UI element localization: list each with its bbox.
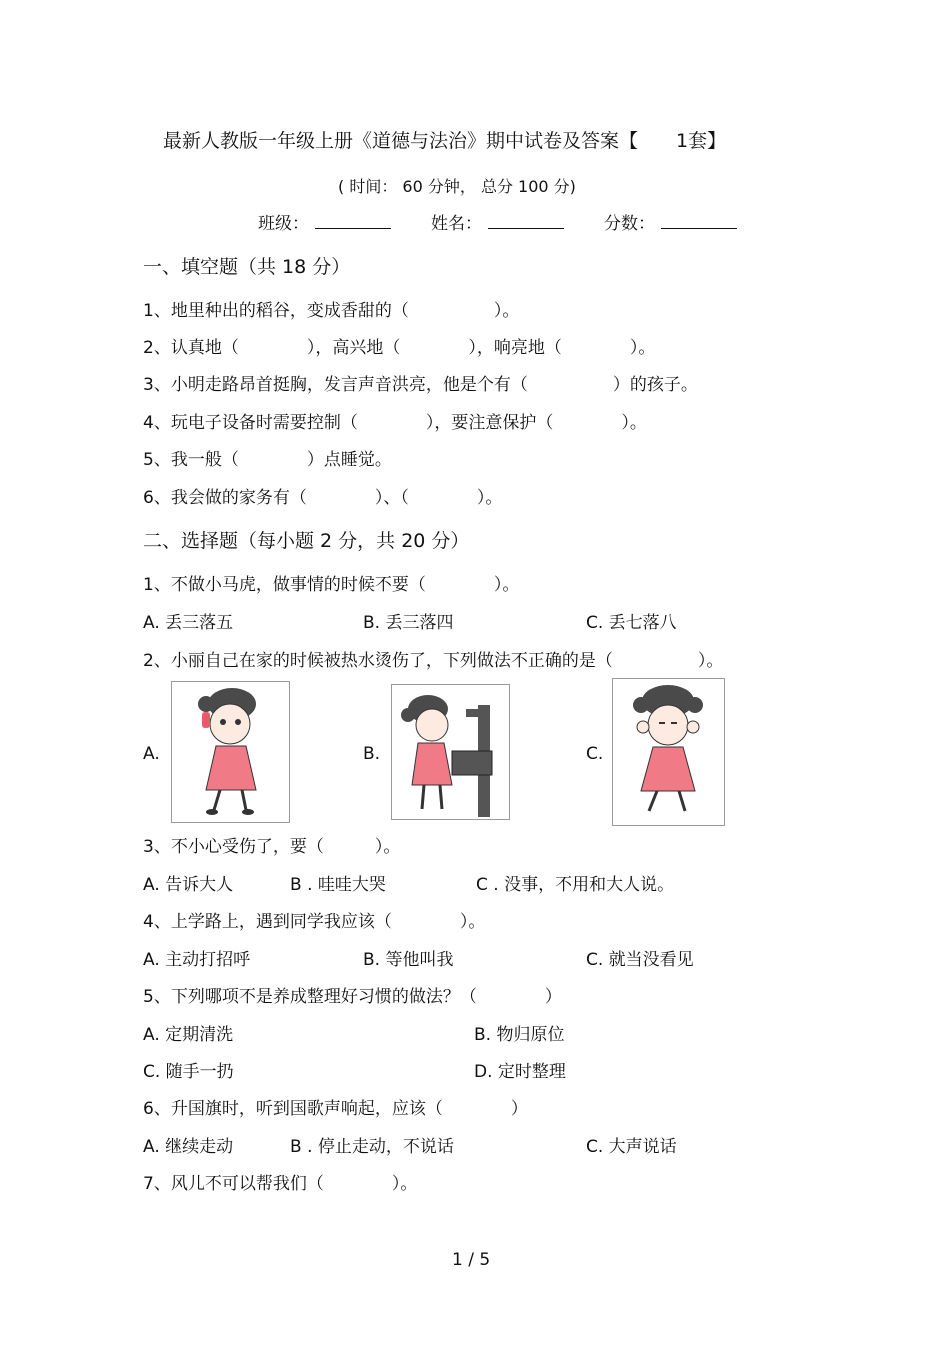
section2-heading: 二、选择题（每小题 2 分，共 20 分） xyxy=(143,530,470,552)
choice-question: 6、升国旗时，听到国歌声响起，应该（ ） xyxy=(143,1099,528,1119)
score-label: 分数： xyxy=(604,214,655,234)
girl-tap-water-illustration xyxy=(391,684,510,820)
option-a[interactable]: A. 继续走动 xyxy=(143,1137,234,1157)
choice-question: 3、不小心受伤了，要（ ）。 xyxy=(143,837,401,857)
option-c[interactable]: C. 丢七落八 xyxy=(586,613,677,633)
girl-phone-illustration xyxy=(171,681,290,823)
option-c[interactable]: C. 就当没看见 xyxy=(586,950,694,970)
page-number: 1 / 5 xyxy=(452,1250,491,1270)
exam-subtitle: ( 时间： 60 分钟， 总分 100 分) xyxy=(338,177,576,196)
option-d[interactable]: D. 定时整理 xyxy=(474,1062,566,1082)
name-label: 姓名： xyxy=(431,214,482,234)
fill-question: 1、地里种出的稻谷，变成香甜的（ ）。 xyxy=(143,301,520,321)
option-b[interactable]: B. 物归原位 xyxy=(474,1025,565,1045)
option-b[interactable]: B . 哇哇大哭 xyxy=(290,875,386,895)
fill-question: 4、玩电子设备时需要控制（ ），要注意保护（ ）。 xyxy=(143,413,647,433)
name-field[interactable] xyxy=(431,213,564,235)
fill-question: 3、小明走路昂首挺胸，发言声音洪亮，他是个有（ ）的孩子。 xyxy=(143,375,698,395)
option-c[interactable]: C. xyxy=(586,744,604,764)
girl-crying-illustration xyxy=(612,678,725,826)
option-c[interactable]: C. 随手一扔 xyxy=(143,1062,234,1082)
score-blank[interactable] xyxy=(661,214,737,229)
fill-question: 2、认真地（ ），高兴地（ ），响亮地（ ）。 xyxy=(143,338,656,358)
option-c[interactable]: C. 大声说话 xyxy=(586,1137,677,1157)
option-b[interactable]: B. xyxy=(363,744,381,764)
choice-question: 1、不做小马虎，做事情的时候不要（ ）。 xyxy=(143,575,520,595)
choice-question: 2、小丽自己在家的时候被热水烫伤了，下列做法不正确的是（ ）。 xyxy=(143,651,724,671)
choice-question: 5、下列哪项不是养成整理好习惯的做法？（ ） xyxy=(143,987,562,1007)
choice-question: 7、风儿不可以帮我们（ ）。 xyxy=(143,1174,418,1194)
choice-question: 4、上学路上，遇到同学我应该（ ）。 xyxy=(143,912,486,932)
option-b[interactable]: B . 停止走动，不说话 xyxy=(290,1137,454,1157)
fill-question: 6、我会做的家务有（ ）、（ ）。 xyxy=(143,488,503,508)
page-title: 最新人教版一年级上册《道德与法治》期中试卷及答案【 1套】 xyxy=(163,130,727,152)
option-a[interactable]: A. xyxy=(143,744,160,764)
class-field[interactable] xyxy=(258,213,391,235)
option-b[interactable]: B. 丢三落四 xyxy=(363,613,454,633)
class-blank[interactable] xyxy=(315,214,391,229)
option-a[interactable]: A. 定期清洗 xyxy=(143,1025,234,1045)
option-c[interactable]: C . 没事，不用和大人说。 xyxy=(476,875,675,895)
section1-heading: 一、填空题（共 18 分） xyxy=(143,256,351,278)
class-label: 班级： xyxy=(258,214,309,234)
fill-question: 5、我一般（ ）点睡觉。 xyxy=(143,450,392,470)
score-field[interactable] xyxy=(604,213,737,235)
option-b[interactable]: B. 等他叫我 xyxy=(363,950,454,970)
option-a[interactable]: A. 主动打招呼 xyxy=(143,950,251,970)
name-blank[interactable] xyxy=(488,214,564,229)
option-a[interactable]: A. 丢三落五 xyxy=(143,613,234,633)
option-a[interactable]: A. 告诉大人 xyxy=(143,875,234,895)
